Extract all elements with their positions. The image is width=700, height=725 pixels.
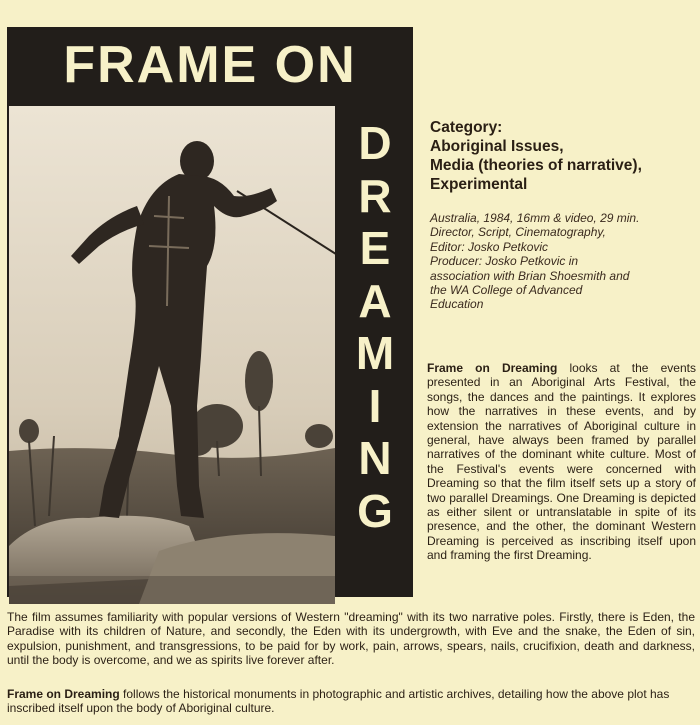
closing-film-title: Frame on Dreaming <box>7 687 120 701</box>
body-paragraph: The film assumes familiarity with popular versions of Western "dreaming" with its two narrative poles. Firstly, there is Eden, the Paradise with its children of Nature, and secondly, the Eden with its undergrowth, with Eve and the snake, the Eden of sin, expulsion, punishment, and transgressions, to be paid for by work, pain, arrows, spears, nails, crucifixion, death and darkness, until the body is overcome, and we as spirits live forever after. <box>7 610 695 668</box>
category-line: Experimental <box>430 176 528 193</box>
poster-letter: R <box>358 169 392 222</box>
credits-line: Editor: Josko Petkovic <box>430 239 549 254</box>
credits-line: Education <box>430 297 484 312</box>
poster-letter: A <box>358 274 392 327</box>
credits-line: association with Brian Shoesmith and <box>430 268 630 283</box>
poster-letter: M <box>355 327 395 379</box>
category-line: Aboriginal Issues, <box>430 138 564 155</box>
poster-letter: I <box>368 379 382 432</box>
synopsis-paragraph <box>427 361 696 563</box>
poster-letter: D <box>358 117 392 169</box>
credits-block <box>430 211 698 312</box>
film-poster <box>7 27 413 597</box>
closing-paragraph <box>7 687 695 716</box>
poster-letter: E <box>359 222 391 274</box>
credits-line: Producer: Josko Petkovic in <box>430 254 579 269</box>
poster-letter: G <box>357 484 393 537</box>
credits-line: the WA College of Advanced <box>430 283 583 298</box>
credits-line: Director, Script, Cinematography, <box>430 225 606 240</box>
poster-title-top: FRAME ON <box>63 36 357 94</box>
poster-photograph <box>9 106 335 604</box>
category-block <box>430 118 698 194</box>
category-heading: Category: <box>430 119 503 136</box>
credits-line: Australia, 1984, 16mm & video, 29 min. <box>430 211 640 225</box>
poster-letter: N <box>358 432 392 484</box>
closing-text: follows the historical monuments in photographic and artistic archives, detailing how the above plot has inscribed itself upon the body of Aboriginal culture. <box>7 687 670 716</box>
poster-title-vertical <box>343 117 407 537</box>
synopsis-film-title: Frame on Dreaming <box>427 361 558 375</box>
synopsis-text: looks at the events presented in an Aboriginal Arts Festival, the songs, the dances and the paintings. It explores how the narratives in these events, and by extension the narratives of Aboriginal culture in general, have always been framed by parallel narratives of the dominant white culture. Most of the Festival's events were concerned with Dreaming so that the film itself sets up a story of two parallel Dreamings. One Dreaming is depicted as either silent or untranslatable in spite of its presence, and the other, the dominant Western Dreaming is perceived as inscribing itself upon and framing the first Dreaming. <box>427 361 696 563</box>
category-line: Media (theories of narrative), <box>430 157 642 174</box>
